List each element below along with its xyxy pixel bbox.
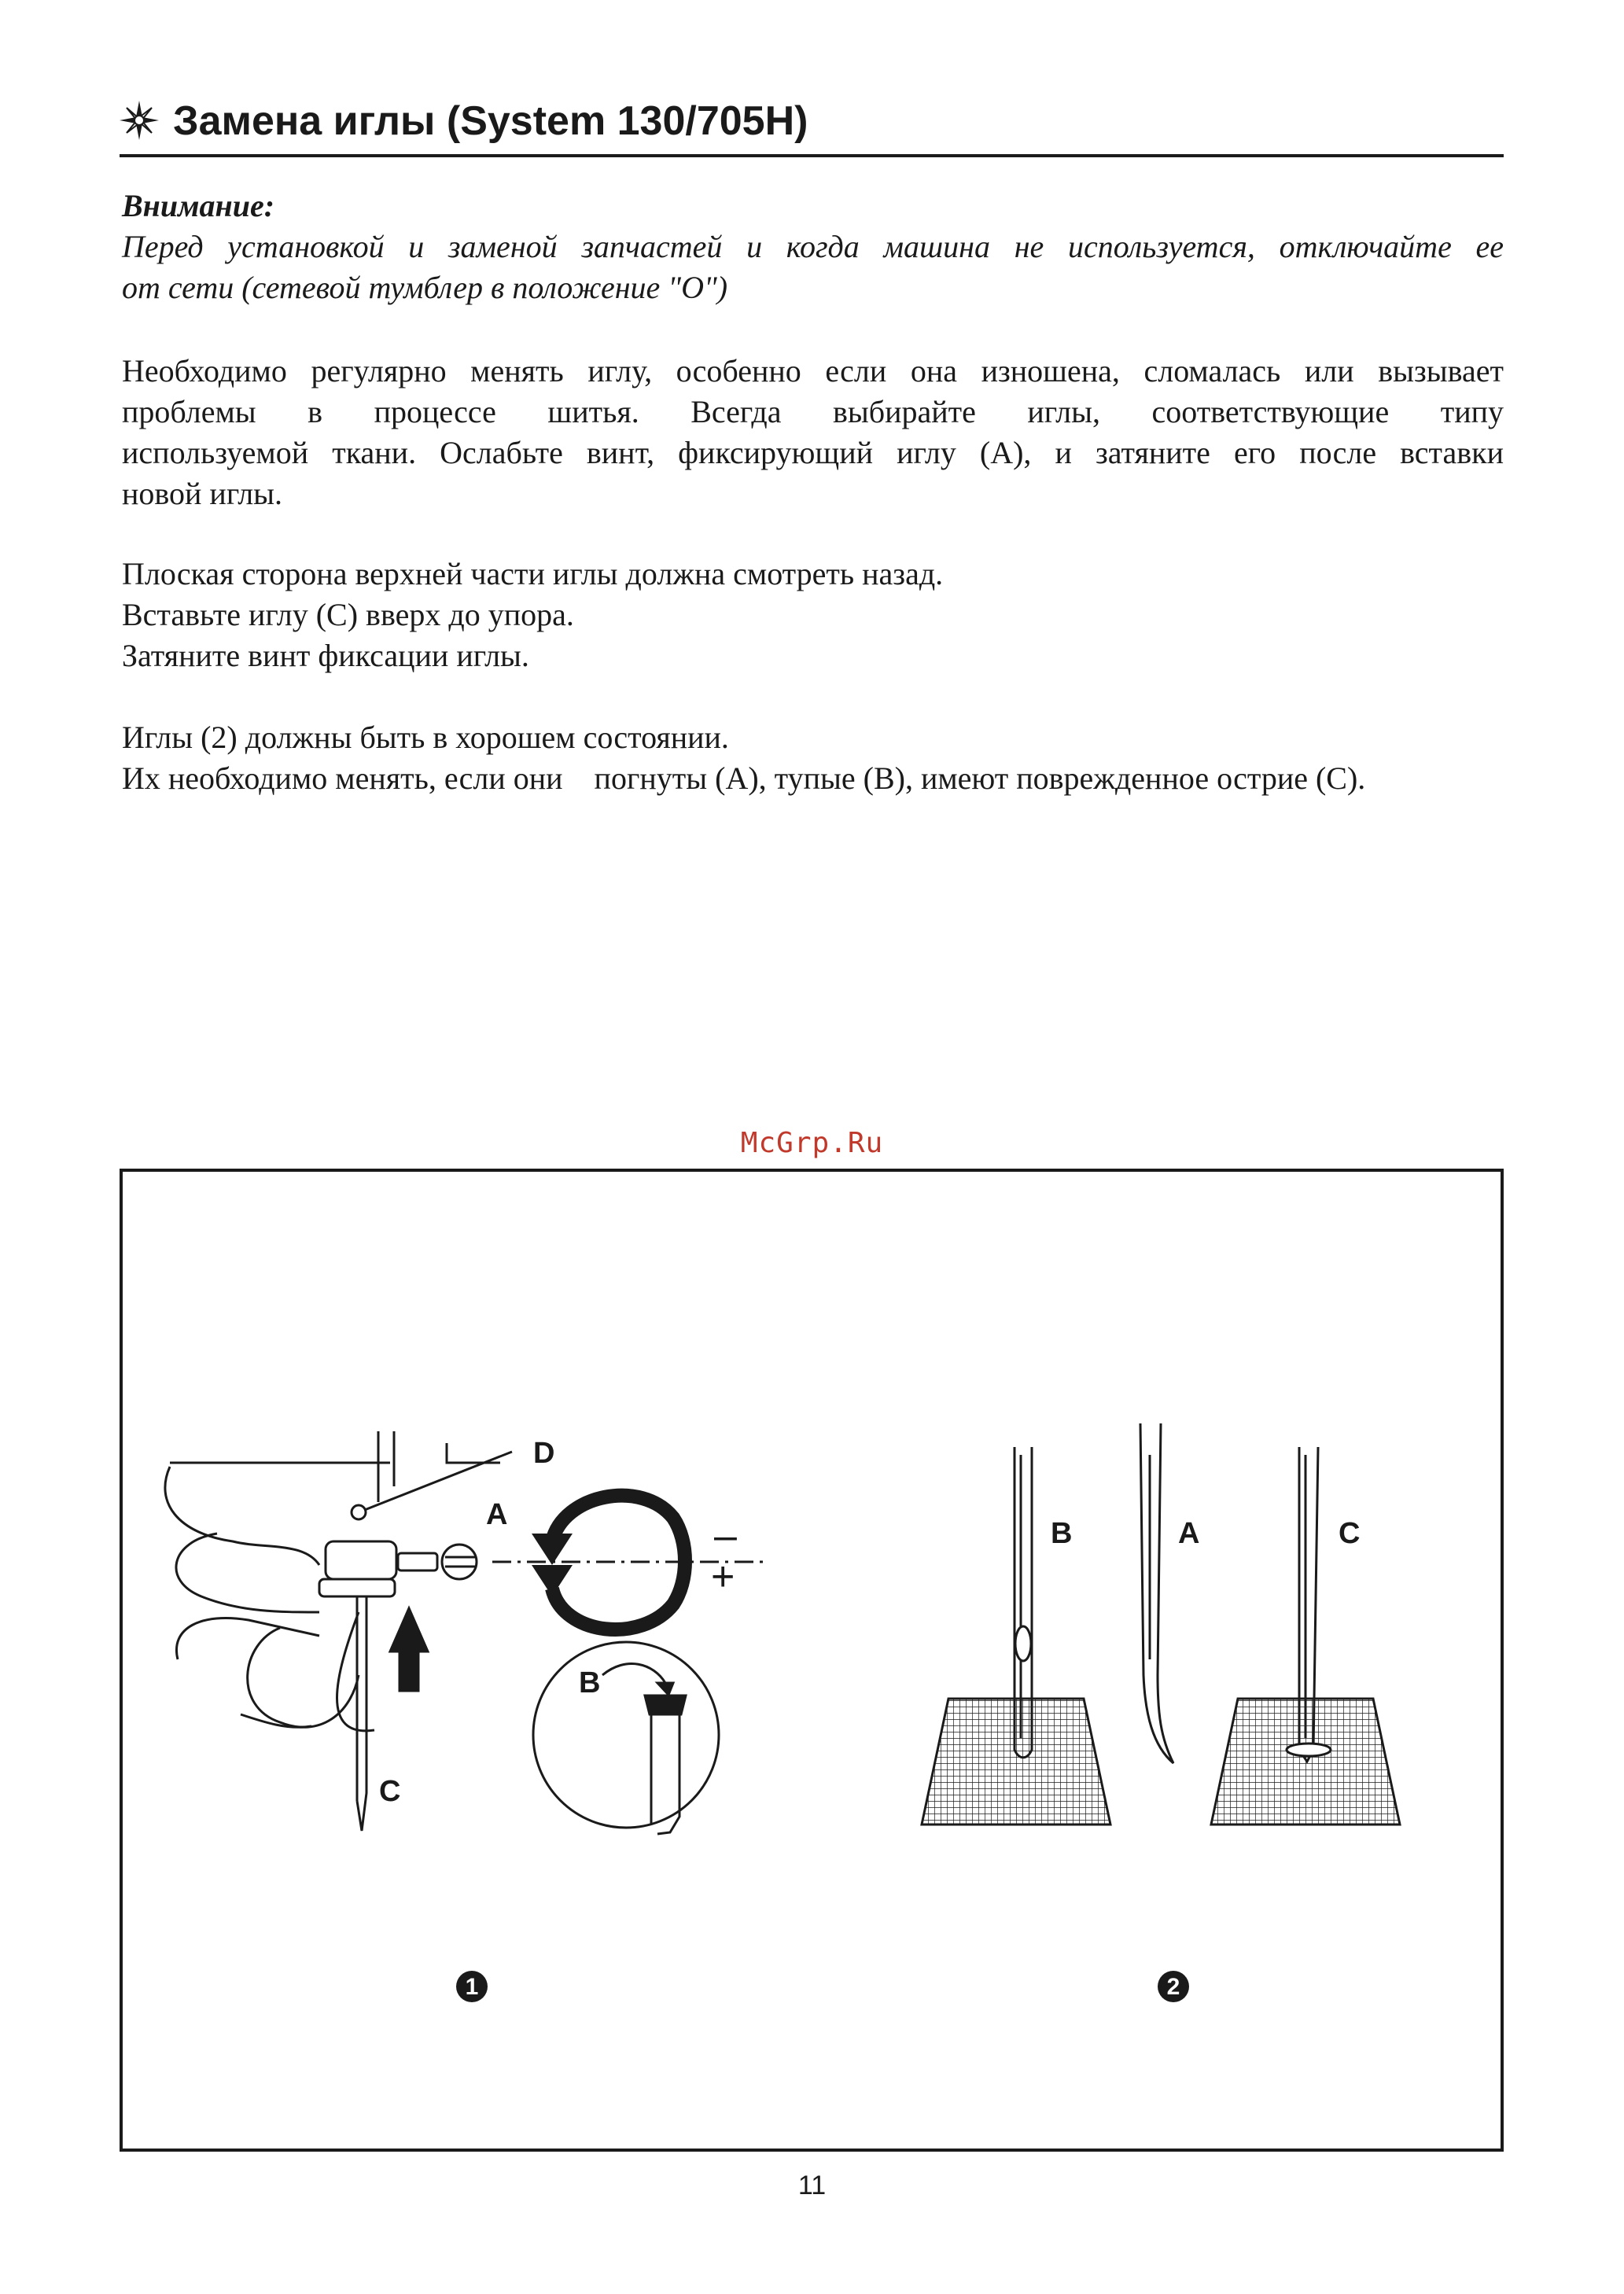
minus-label: – — [714, 1513, 737, 1559]
figure-frame — [120, 1169, 1504, 2152]
paragraph-needle-condition — [122, 717, 1504, 799]
paragraph-line: новой иглы. — [122, 476, 283, 511]
paragraph-line: Плоская сторона верхней части иглы должна смотреть назад. — [122, 556, 944, 591]
page-number: 11 — [797, 2171, 827, 2200]
needle-condition-diagram — [922, 1423, 1400, 2002]
warning-line: от сети (сетевой тумблер в положение "O") — [122, 270, 728, 305]
watermark: McGrp.Ru — [740, 1127, 884, 1159]
page-header — [120, 93, 1504, 149]
label-a: A — [486, 1498, 508, 1531]
paragraph-line: Необходимо регулярно менять иглу, особенно если она изношена, сломалась или вызывает — [122, 353, 1504, 388]
title-divider — [120, 154, 1504, 157]
label-d: D — [533, 1437, 555, 1470]
label-a: A — [1178, 1517, 1200, 1550]
paragraph-line: используемой ткани. Ослабьте винт, фиксирующий иглу (A), и затяните его после вставки — [122, 435, 1504, 470]
paragraph-line: Затяните винт фиксации иглы. — [122, 638, 529, 673]
warning-line: Перед установкой и заменой запчастей и когда машина не используется, отключайте ее — [122, 229, 1504, 264]
warning-text — [122, 226, 1504, 308]
paragraph-needle-replacement — [122, 351, 1504, 514]
label-c: C — [1339, 1517, 1361, 1550]
paragraph-line: проблемы в процессе шитья. Всегда выбирайте иглы, соответствующие типу — [122, 394, 1504, 429]
page-title: Замена иглы (System 130/705H) — [173, 98, 808, 144]
compass-star-icon — [120, 101, 159, 140]
label-c: C — [379, 1775, 401, 1808]
label-b: B — [1051, 1517, 1073, 1550]
label-b: B — [579, 1666, 601, 1699]
paragraph-line: Иглы (2) должны быть в хорошем состоянии. — [122, 720, 729, 755]
paragraph-line: Вставьте иглу (C) вверх до упора. — [122, 597, 574, 632]
figure-number-2: 2 — [1166, 1974, 1180, 2000]
plus-label: + — [711, 1554, 735, 1600]
needle-install-diagram — [165, 1431, 768, 2002]
figure-illustration — [123, 1172, 1501, 2149]
figure-number-1: 1 — [465, 1974, 479, 2000]
paragraph-insert-needle — [122, 554, 1504, 676]
paragraph-line: Их необходимо менять, если они погнуты (A), тупые (B), имеют поврежденное острие (C). — [122, 760, 1366, 796]
warning-title: Внимание: — [122, 188, 275, 223]
